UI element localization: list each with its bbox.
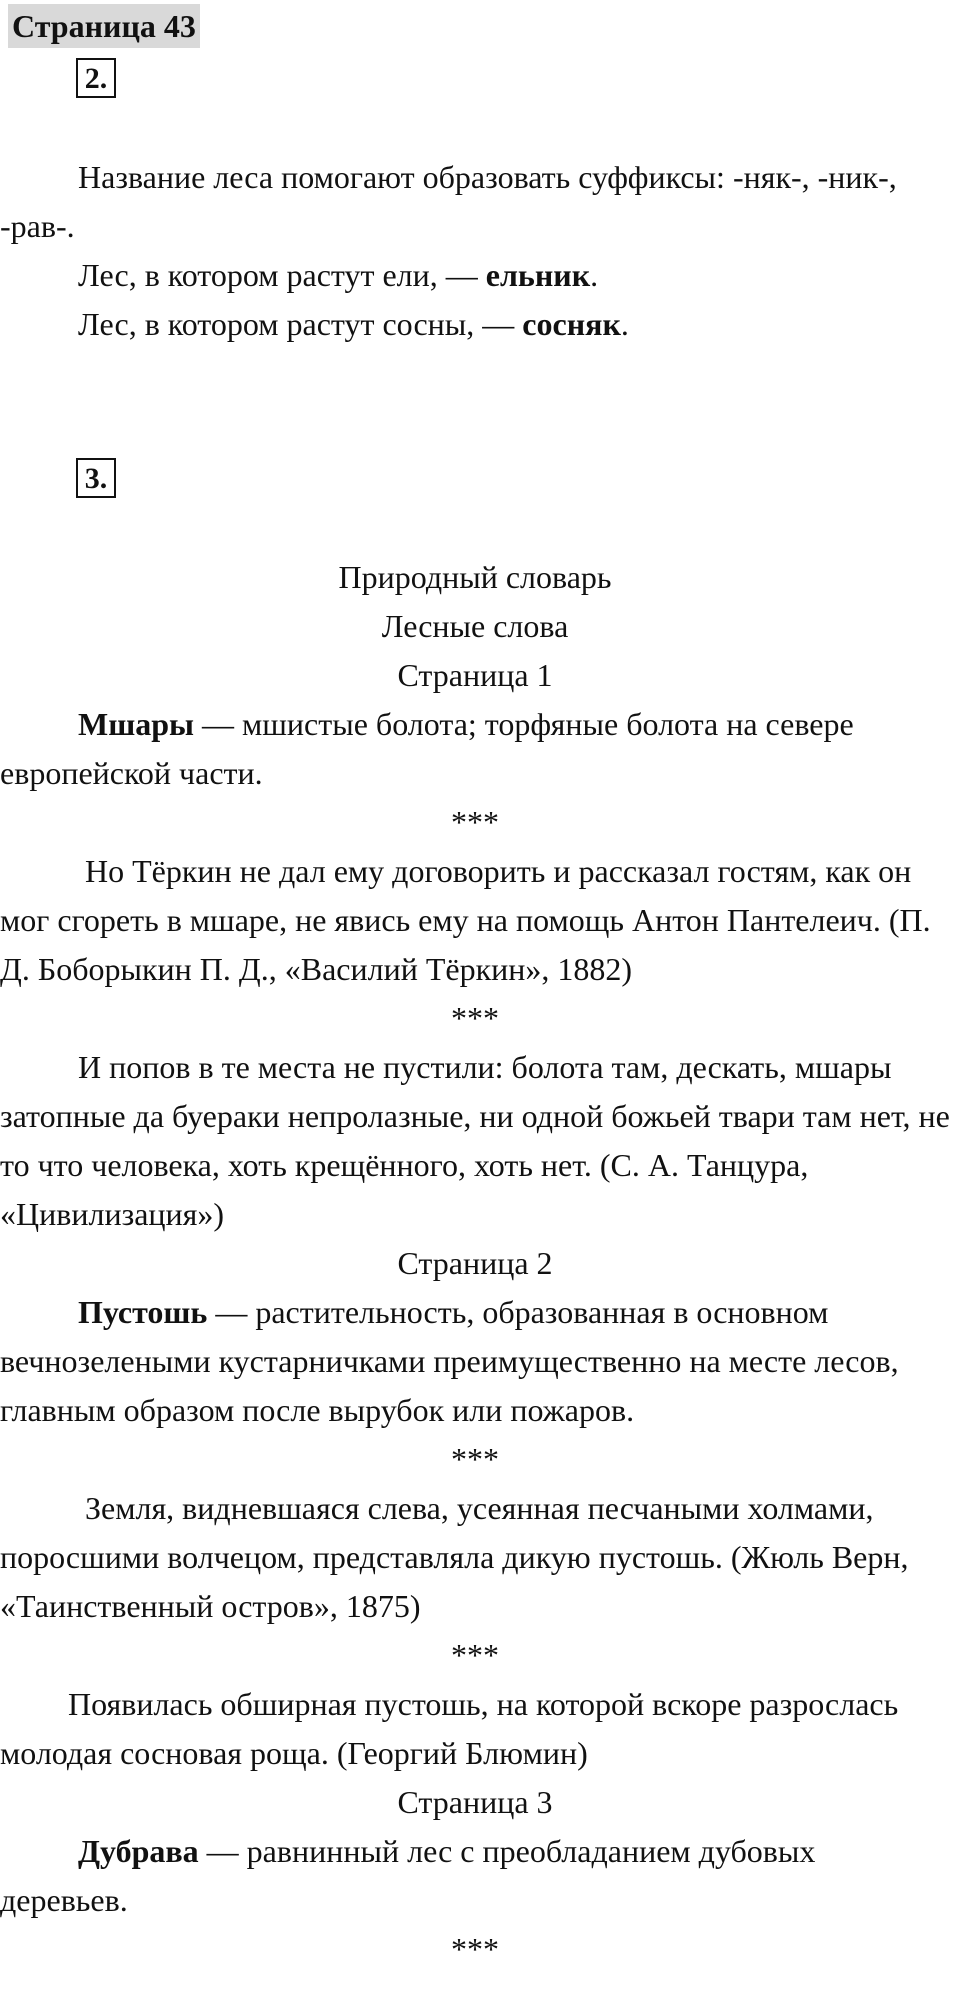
- entry-3-definition: Дубрава — равнинный лес с преобладанием дубовых деревьев.: [0, 1833, 816, 1918]
- entry-3-page-label: Страница 3: [397, 1784, 553, 1820]
- separator: ***: [451, 1637, 499, 1673]
- entry-1-definition: Мшары — мшистые болота; торфяные болота на севере европейской части.: [0, 706, 854, 791]
- entry-1-page-label: Страница 1: [397, 657, 553, 693]
- separator: ***: [451, 1441, 499, 1477]
- task-2-spruce-line: Лес, в котором растут ели, — ельник.: [78, 257, 599, 293]
- word-sosnyak: сосняк: [522, 306, 621, 342]
- separator: ***: [451, 1000, 499, 1036]
- task-2-suffix-text: Название леса помогают образовать суффиксы: -няк-, -ник-, -рав-.: [0, 159, 897, 244]
- page-header: Страница 43: [8, 4, 200, 48]
- task-2-body: [0, 153, 950, 349]
- task-2-pine-line: Лес, в котором растут сосны, — сосняк.: [78, 306, 629, 342]
- dictionary-subtitle: Лесные слова: [381, 608, 569, 644]
- task-3-dictionary: [0, 553, 950, 1974]
- entry-3-term: Дубрава: [78, 1833, 199, 1869]
- entry-2-quote-2: Появилась обширная пустошь, на которой вскоре разрослась молодая сосновая роща. (Георгий Блюмин): [0, 1686, 899, 1771]
- entry-2-definition: Пустошь — растительность, образованная в основном вечнозелеными кустарничками преимущественно на месте лесов, главным образом после вырубок или пожаров.: [0, 1294, 899, 1428]
- task-3-number: 3.: [76, 458, 116, 498]
- entry-1-quote-2: И попов в те места не пустили: болота там, дескать, мшары затопные да буераки непролазные, ни одной божьей твари там нет, не то что человека, хоть крещённого, хоть нет. (С. А. Танцура, «Цивилизация»): [0, 1049, 950, 1232]
- entry-1-quote-1: Но Тёркин не дал ему договорить и рассказал гостям, как он мог сгореть в мшаре, не явись ему на помощь Антон Пантелеич. (П. Д. Боборыкин П. Д., «Василий Тёркин», 1882): [0, 853, 931, 987]
- separator: ***: [451, 804, 499, 840]
- entry-2-quote-1: Земля, видневшаяся слева, усеянная песчаными холмами, поросшими волчецом, представляла дикую пустошь. (Жюль Верн, «Таинственный остров», 1875): [0, 1490, 909, 1624]
- word-elnik: ельник: [485, 257, 591, 293]
- task-2-number: 2.: [76, 58, 116, 98]
- dictionary-title: Природный словарь: [338, 559, 612, 595]
- entry-2-page-label: Страница 2: [397, 1245, 553, 1281]
- entry-1-term: Мшары: [78, 706, 194, 742]
- entry-2-term: Пустошь: [78, 1294, 208, 1330]
- separator: ***: [451, 1931, 499, 1967]
